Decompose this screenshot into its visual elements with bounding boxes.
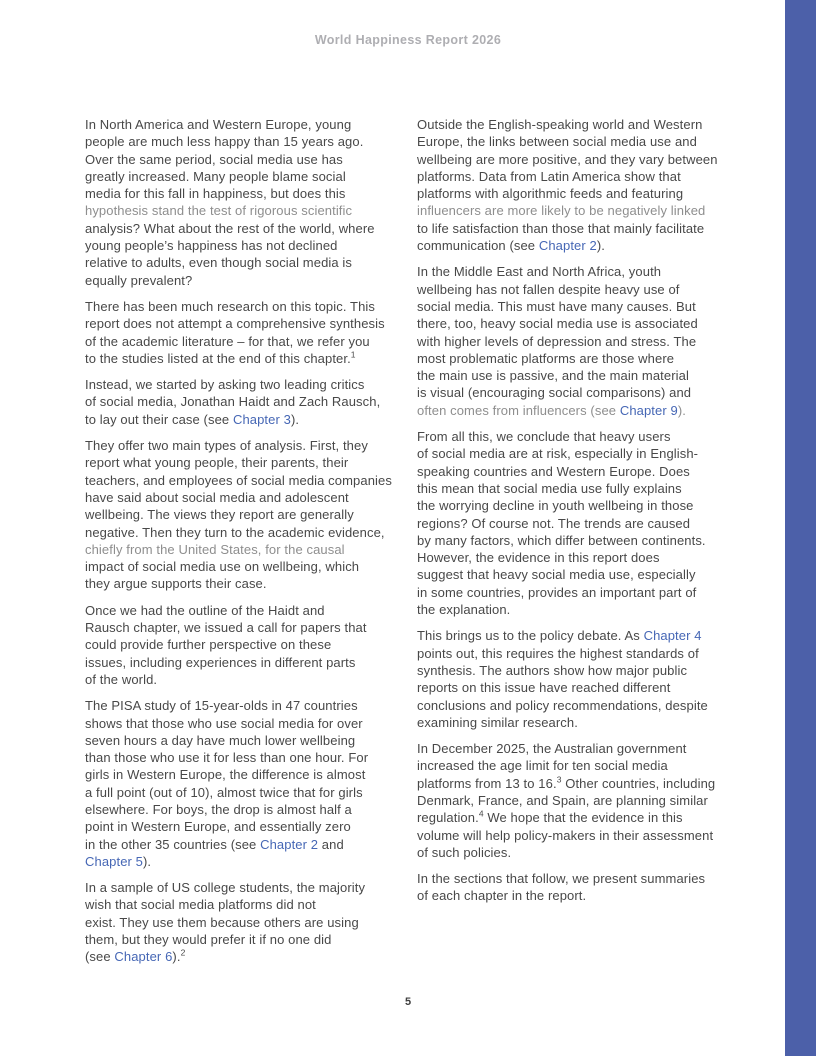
paragraph: Instead, we started by asking two leading critics of social media, Jonathan Haidt and Zach Rausch, to lay out their case (see Chapter 3). — [85, 377, 381, 427]
paragraph: In a sample of US college students, the majority wish that social media platforms did not exist. They use them because others are using them, but they would prefer it if no one did (see Chapter 6).$^2$ — [85, 880, 366, 965]
paragraph: In North America and Western Europe, young people are much less happy than 15 years ago. Over the same period, social media use has greatly increased. Many people blame social media for this fall in happiness, but does this hypothesis stand the test of rigorous scientific analysis? What about the rest of the world, where young people’s happiness has not declined relative to adults, even though social media is equally prevalent? — [85, 117, 375, 288]
chapter-link[interactable]: Chapter 5 — [85, 853, 143, 869]
text-run: influencers are more likely to be negatively linked — [417, 203, 706, 219]
chapter-link[interactable]: Chapter 6 — [114, 949, 173, 965]
text-run: chiefly from the United States, for the causal — [85, 541, 345, 557]
paragraph: Once we had the outline of the Haidt and Rausch chapter, we issued a call for papers that could provide further perspective on these issues, including experiences in different parts of the world. — [85, 602, 367, 687]
footnote-reference: 4 — [478, 808, 484, 819]
chapter-link[interactable]: Chapter 4 — [643, 628, 702, 644]
text-run: hypothesis stand the test of rigorous scientific — [85, 203, 353, 219]
paragraph: In the Middle East and North Africa, youth wellbeing has not fallen despite heavy use of social media. This must have many causes. But there, too, heavy social media use is associated with higher levels of depression and stress. The most problematic platforms are those where the main use is passive, and the main material is visual (encouraging social comparisons) and often comes from influencers (see Chapter 9). — [417, 264, 698, 418]
paragraph: There has been much research on this topic. This report does not attempt a comprehensive synthesis of the academic literature – for that, we refer you to the studies listed at the end of this chapter.$^1$ — [85, 298, 385, 366]
footnote-reference: 1 — [350, 349, 356, 360]
paragraph: In December 2025, the Australian government increased the age limit for ten social media platforms from 13 to 16.$^3$ Other countries, including Denmark, France, and Spain, are planning similar regulation.$^4$ We hope that the evidence in this volume will help policy-makers in their assessment of such policies. — [417, 741, 716, 860]
footnote-reference: 2 — [180, 948, 186, 959]
text-run: often comes from influencers (see — [417, 402, 620, 418]
running-header-title: World Happiness Report 2026 — [314, 33, 502, 47]
chapter-link[interactable]: Chapter 2 — [538, 238, 597, 254]
paragraph: The PISA study of 15-year-olds in 47 countries shows that those who use social media for over seven hours a day have much lower wellbeing than those who use it for less than one hour. For girls in Western Europe, the difference is almost a full point (out of 10), almost twice that for girls elsewhere. For boys, the drop is almost half a point in Western Europe, and essentially zero in the other 35 countries (see Chapter 2 and Chapter 5). — [85, 698, 369, 869]
page-edge-accent-bar — [785, 0, 816, 1056]
chapter-link[interactable]: Chapter 3 — [232, 411, 291, 427]
footnote-reference: 3 — [556, 774, 562, 785]
paragraph: Outside the English-speaking world and Western Europe, the links between social media use and wellbeing are more positive, and they vary between platforms. Data from Latin America show that platforms with algorithmic feeds and featuring influencers are more likely to be negatively linked to life satisfaction than those that mainly facilitate communication (see Chapter 2). — [417, 117, 718, 254]
body-text-columns — [85, 116, 737, 975]
paragraph: They offer two main types of analysis. First, they report what young people, their parents, their teachers, and employees of social media companies have said about social media and adolescent wellbeing. The views they report are generally negative. Then they turn to the academic evidence, chiefly from the United States, for the causal impact of social media use on wellbeing, which they argue supports their case. — [85, 438, 392, 592]
paragraph: This brings us to the policy debate. As Chapter 4 points out, this requires the highest standards of synthesis. The authors show how major public reports on this issue have reached different conclusions and policy recommendations, despite examining similar research. — [417, 628, 708, 730]
chapter-link[interactable]: Chapter 2 — [260, 836, 319, 852]
page-number: 5 — [404, 996, 412, 1008]
paragraph: From all this, we conclude that heavy users of social media are at risk, especially in English- speaking countries and Western Europe. Does this mean that social media use fully explains the worrying decline in youth wellbeing in those regions? Of course not. The trends are caused by many factors, which differ between continents. However, the evidence in this report does suggest that heavy social media use, especially in some countries, provides an important part of the explanation. — [417, 429, 706, 618]
text-run: ). — [677, 402, 686, 418]
column-right — [417, 116, 737, 975]
chapter-link[interactable]: Chapter 9 — [619, 402, 678, 418]
paragraph: In the sections that follow, we present summaries of each chapter in the report. — [417, 871, 706, 904]
column-left — [85, 116, 405, 975]
